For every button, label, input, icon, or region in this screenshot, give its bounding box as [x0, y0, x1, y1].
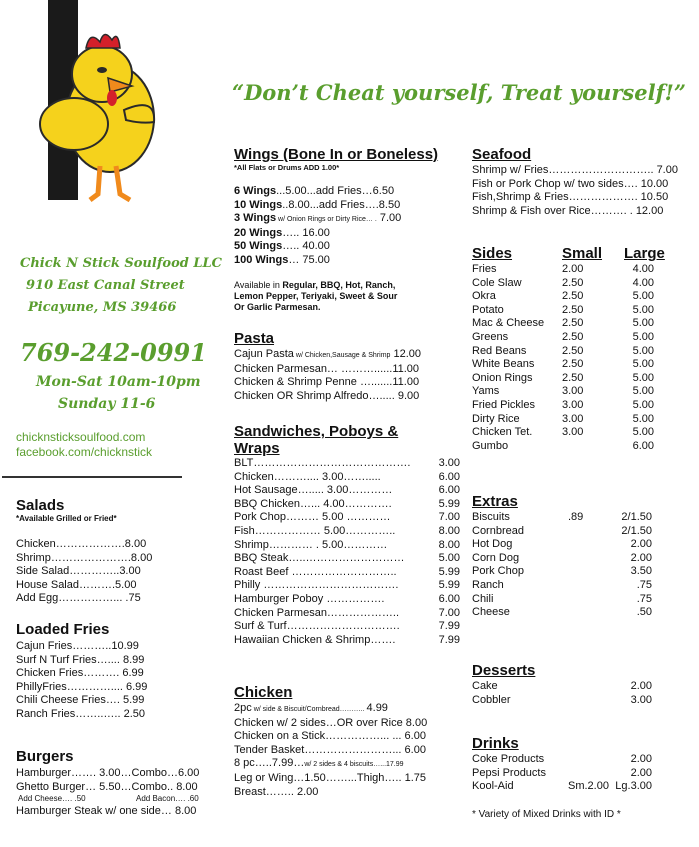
large-price: 2/1.50: [621, 511, 652, 523]
small-price: 2.50: [562, 358, 584, 371]
facebook-link[interactable]: facebook.com/chicknstick: [16, 445, 153, 459]
salads-title: Salads: [16, 497, 65, 514]
large-price: 2/1.50: [621, 524, 652, 537]
website-link[interactable]: chicknsticksoulfood.com: [16, 430, 146, 444]
sides-section: [472, 245, 694, 453]
loaded-fries-title: Loaded Fries: [16, 621, 110, 638]
add-bacon: Add Bacon…. .60: [136, 794, 199, 804]
item-price: 8.00: [438, 538, 460, 551]
list-item: Chicken……………….8.00: [16, 538, 147, 550]
list-item: Leg or Wing…1.50……...Thigh….. 1.75: [234, 771, 426, 784]
burgers-title: Burgers: [16, 748, 74, 765]
item-name: Hot Dog: [472, 538, 513, 551]
table-row: [234, 471, 460, 485]
list-item: 6 Wings...5.00...add Fries…6.50: [234, 185, 395, 197]
large-price: 5.00: [632, 412, 654, 425]
list-item: Shrimp & Fish over Rice………. . 12.00: [472, 204, 664, 217]
item-price: 2.00: [630, 766, 652, 779]
list-item: Surf N Turf Fries….... 8.99: [16, 653, 145, 666]
sandwiches-title-2: Wraps: [234, 440, 280, 457]
item-price: 5.99: [438, 497, 460, 510]
sides-title: Sides: [472, 245, 513, 262]
table-row: [472, 385, 694, 399]
list-item: Cajun Fries………..10.99: [16, 640, 139, 652]
large-price: 2.00: [630, 538, 652, 551]
item-name: Pork Chop……… 5.00 …………: [234, 511, 391, 524]
item-name: Cake: [472, 680, 498, 692]
table-row: [472, 579, 694, 593]
item-price: 7.99: [438, 633, 460, 646]
item-name: Pork Chop: [472, 565, 524, 578]
pasta-section: [234, 330, 466, 403]
small-price: 2.50: [562, 276, 584, 289]
large-price: .75: [636, 592, 652, 605]
large-price: 5.00: [632, 303, 654, 316]
small-price: 3.00: [562, 426, 584, 439]
small-price: 2.50: [562, 371, 584, 384]
list-item: 50 Wings….. 40.00: [234, 240, 330, 253]
list-item: 100 Wings… 75.00: [234, 253, 330, 266]
sides-small-header: Small: [562, 245, 603, 262]
item-price: 3.00: [438, 457, 460, 469]
wings-flavors: Available in Regular, BBQ, Hot, Ranch, Lemon Pepper, Teriyaki, Sweet & Sour Or Garlic Parmesan.: [234, 279, 398, 313]
list-item: House Salad……….5.00: [16, 578, 137, 591]
large-price: 5.00: [632, 426, 654, 439]
large-price: 5.00: [632, 330, 654, 343]
large-price: 5.00: [632, 358, 654, 371]
table-row: [472, 694, 694, 708]
table-row: [472, 552, 694, 566]
small-price: Sm.2.00: [568, 780, 609, 793]
item-name: Cornbread: [472, 524, 524, 537]
item-name: Cobbler: [472, 693, 511, 706]
list-item: Side Salad…………..3.00: [16, 565, 141, 578]
slogan: “Don’t Cheat yourself, Treat yourself!”: [232, 80, 686, 105]
wings-title: Wings (Bone In or Boneless): [234, 146, 439, 163]
item-name: Hawaiian Chicken & Shrimp…….: [234, 633, 396, 646]
hours-sunday: Sunday 11-6: [58, 396, 156, 412]
table-row: [234, 457, 460, 471]
item-price: 5.99: [438, 579, 460, 592]
small-price: 3.00: [562, 385, 584, 398]
item-name: Chicken Tet.: [472, 426, 533, 439]
business-name: Chick N Stick Soulfood LLC: [20, 256, 223, 271]
item-name: Chicken Parmesan………………..: [234, 606, 400, 619]
burgers-section: [16, 748, 216, 819]
wings-note: *All Flats or Drums ADD 1.00*: [234, 163, 340, 172]
item-name: Cheese: [472, 606, 510, 619]
table-row: [234, 566, 460, 580]
table-row: [234, 634, 460, 648]
small-price: 2.50: [562, 303, 584, 316]
chicken-mascot-logo: [6, 0, 186, 218]
table-row: [472, 426, 694, 440]
list-item: 2pc w/ side & Biscuit/Cornbread……….. 4.99: [234, 702, 388, 714]
extras-section: [472, 493, 694, 620]
table-row: [472, 538, 694, 552]
list-item: 10 Wings..8.00...add Fries….8.50: [234, 198, 401, 211]
item-name: Potato: [472, 303, 504, 316]
table-row: [234, 484, 460, 498]
business-address-line1: 910 East Canal Street: [26, 278, 185, 293]
item-price: 8.00: [438, 524, 460, 537]
small-price: 2.50: [562, 317, 584, 330]
table-row: [472, 440, 694, 454]
item-name: White Beans: [472, 358, 535, 371]
table-row: [472, 317, 694, 331]
item-price: 5.99: [438, 565, 460, 578]
large-price: .75: [636, 578, 652, 591]
item-price: 6.00: [438, 484, 460, 497]
list-item: 8 pc…..7.99…w/ 2 sides & 4 biscuits…...17.99: [234, 757, 404, 770]
list-item: Shrimp w/ Fries……………………….. 7.00: [472, 164, 678, 176]
drinks-title: Drinks: [472, 735, 519, 752]
large-price: 4.00: [632, 276, 654, 289]
item-name: Okra: [472, 290, 496, 303]
item-name: Dirty Rice: [472, 412, 520, 425]
small-price: 2.50: [562, 330, 584, 343]
table-row: [472, 606, 694, 620]
table-row: [234, 593, 460, 607]
item-name: Philly ……………………………….: [234, 579, 399, 592]
table-row: [472, 277, 694, 291]
item-price: 6.00: [438, 470, 460, 483]
table-row: [472, 780, 694, 794]
item-name: Cole Slaw: [472, 276, 522, 289]
pasta-title: Pasta: [234, 330, 275, 347]
table-row: [472, 511, 694, 525]
item-name: Chili: [472, 592, 494, 605]
drinks-section: [472, 735, 694, 820]
item-name: Greens: [472, 330, 509, 343]
seafood-title: Seafood: [472, 146, 532, 163]
large-price: 5.00: [632, 344, 654, 357]
table-row: [472, 593, 694, 607]
table-row: [472, 372, 694, 386]
sandwiches-section: [234, 423, 460, 647]
list-item: Cajun Pasta w/ Chicken,Sausage & Shrimp 12.00: [234, 348, 422, 360]
table-row: [472, 358, 694, 372]
list-item: Chicken OR Shrimp Alfredo…..... 9.00: [234, 389, 420, 402]
hours-mon-sat: Mon-Sat 10am-10pm: [36, 374, 201, 390]
list-item: PhillyFries………….... 6.99: [16, 680, 148, 693]
salads-section: [16, 497, 184, 606]
item-name: Biscuits: [472, 511, 510, 523]
list-item: Chicken Fries………. 6.99: [16, 667, 144, 680]
list-item: 20 Wings….. 16.00: [234, 226, 330, 239]
list-item: Chicken on a Stick……………... ... 6.00: [234, 730, 426, 743]
table-row: [234, 511, 460, 525]
business-address-line2: Picayune, MS 39466: [28, 300, 177, 315]
drinks-note: * Variety of Mixed Drinks with ID *: [472, 808, 621, 820]
item-name: Fried Pickles: [472, 398, 535, 411]
add-cheese: Add Cheese…. .50: [18, 794, 86, 804]
large-price: 5.00: [632, 317, 654, 330]
large-price: 5.00: [632, 371, 654, 384]
list-item: Ranch Fries……..….. 2.50: [16, 707, 145, 720]
large-price: 4.00: [632, 263, 654, 275]
small-price: 2.00: [562, 263, 584, 275]
table-row: [234, 579, 460, 593]
list-item: Chicken Parmesan… ………......11.00: [234, 362, 420, 375]
table-row: [234, 607, 460, 621]
large-price: 5.00: [632, 398, 654, 411]
table-row: [234, 525, 460, 539]
desserts-section: [472, 662, 694, 707]
list-item: Tender Basket……………………... 6.00: [234, 743, 426, 756]
table-row: [472, 304, 694, 318]
list-item: 3 Wings w/ Onion Rings or Dirty Rice… . 7.00: [234, 212, 402, 225]
item-name: Fries: [472, 263, 497, 275]
item-name: Pepsi Products: [472, 766, 546, 779]
item-name: Yams: [472, 385, 500, 398]
list-item: Fish,Shrimp & Fries………………. 10.50: [472, 191, 669, 204]
chicken-section: [234, 684, 466, 799]
table-row: [234, 620, 460, 634]
table-row: [472, 331, 694, 345]
item-price: 6.00: [438, 592, 460, 605]
seafood-section: [472, 146, 694, 218]
table-row: [234, 539, 460, 553]
table-row: [472, 565, 694, 579]
large-price: 5.00: [632, 385, 654, 398]
item-name: Gumbo: [472, 439, 509, 452]
item-price: 5.00: [438, 552, 460, 565]
large-price: 2.00: [630, 551, 652, 564]
list-item: Breast…….. 2.00: [234, 785, 319, 798]
item-name: Coke Products: [472, 753, 545, 765]
table-row: [234, 498, 460, 512]
salads-note: *Available Grilled or Fried*: [16, 514, 117, 523]
small-price: 3.00: [562, 412, 584, 425]
item-name: Fish……………… 5.00…………..: [234, 524, 396, 537]
loaded-fries-section: [16, 621, 184, 722]
small-price: 3.00: [562, 398, 584, 411]
large-price: 5.00: [632, 290, 654, 303]
small-price: .89: [568, 511, 584, 523]
list-item: Ghetto Burger… 5.50…Combo.. 8.00: [16, 780, 198, 793]
item-price: 2.00: [630, 680, 652, 692]
large-price: 6.00: [632, 439, 654, 452]
item-name: Kool-Aid: [472, 780, 514, 793]
item-price: 7.00: [438, 511, 460, 524]
item-name: Shrimp………… . 5.00…………: [234, 538, 388, 551]
item-name: Surf & Turf………………………….: [234, 620, 400, 633]
table-row: [472, 525, 694, 539]
item-name: BLT…………………………………….: [234, 457, 411, 469]
extras-title: Extras: [472, 493, 518, 510]
item-name: Roast Beef ………………………..: [234, 565, 397, 578]
table-row: [472, 767, 694, 781]
item-name: Chicken……….... 3.00…….....: [234, 470, 381, 483]
large-price: .50: [636, 606, 652, 619]
list-item: Add Egg……………... .75: [16, 592, 141, 605]
item-price: 3.00: [630, 693, 652, 706]
item-name: Ranch: [472, 578, 504, 591]
small-price: 2.50: [562, 344, 584, 357]
list-item: Hamburger Steak w/ one side… 8.00: [16, 805, 197, 818]
item-name: Corn Dog: [472, 551, 520, 564]
item-price: 7.99: [438, 620, 460, 633]
table-row: [472, 753, 694, 767]
divider: [2, 476, 182, 478]
item-name: Hamburger Poboy …………….: [234, 592, 385, 605]
table-row: [472, 290, 694, 304]
table-row: [472, 345, 694, 359]
wings-section: [234, 146, 466, 314]
small-price: 2.50: [562, 290, 584, 303]
table-row: [472, 680, 694, 694]
table-row: [472, 399, 694, 413]
list-item: Chili Cheese Fries…. 5.99: [16, 694, 145, 707]
item-name: BBQ Steak…..………………………: [234, 552, 405, 565]
item-name: Red Beans: [472, 344, 527, 357]
item-name: BBQ Chicken…... 4.00………….: [234, 497, 392, 510]
sandwiches-title: Sandwiches, Poboys &: [234, 423, 399, 440]
desserts-title: Desserts: [472, 662, 536, 679]
table-row: [472, 263, 694, 277]
list-item: Chicken w/ 2 sides…OR over Rice 8.00: [234, 716, 428, 729]
list-item: Fish or Pork Chop w/ two sides…. 10.00: [472, 177, 669, 190]
item-price: 2.00: [630, 753, 652, 765]
table-row: [472, 413, 694, 427]
table-row: [234, 552, 460, 566]
phone-number[interactable]: 769-242-0991: [20, 338, 207, 367]
item-name: Mac & Cheese: [472, 317, 545, 330]
large-price: 3.50: [630, 565, 652, 578]
item-price: Lg.3.00: [615, 780, 652, 793]
item-name: Onion Rings: [472, 371, 533, 384]
item-price: 7.00: [438, 606, 460, 619]
chicken-title: Chicken: [234, 684, 293, 701]
item-name: Hot Sausage…..... 3.00…………: [234, 484, 393, 497]
sides-large-header: Large: [624, 245, 665, 262]
list-item: Chicken & Shrimp Penne ….......11.00: [234, 376, 420, 389]
list-item: Hamburger……. 3.00…Combo…6.00: [16, 767, 200, 779]
list-item: Shrimp………………….8.00: [16, 551, 153, 564]
